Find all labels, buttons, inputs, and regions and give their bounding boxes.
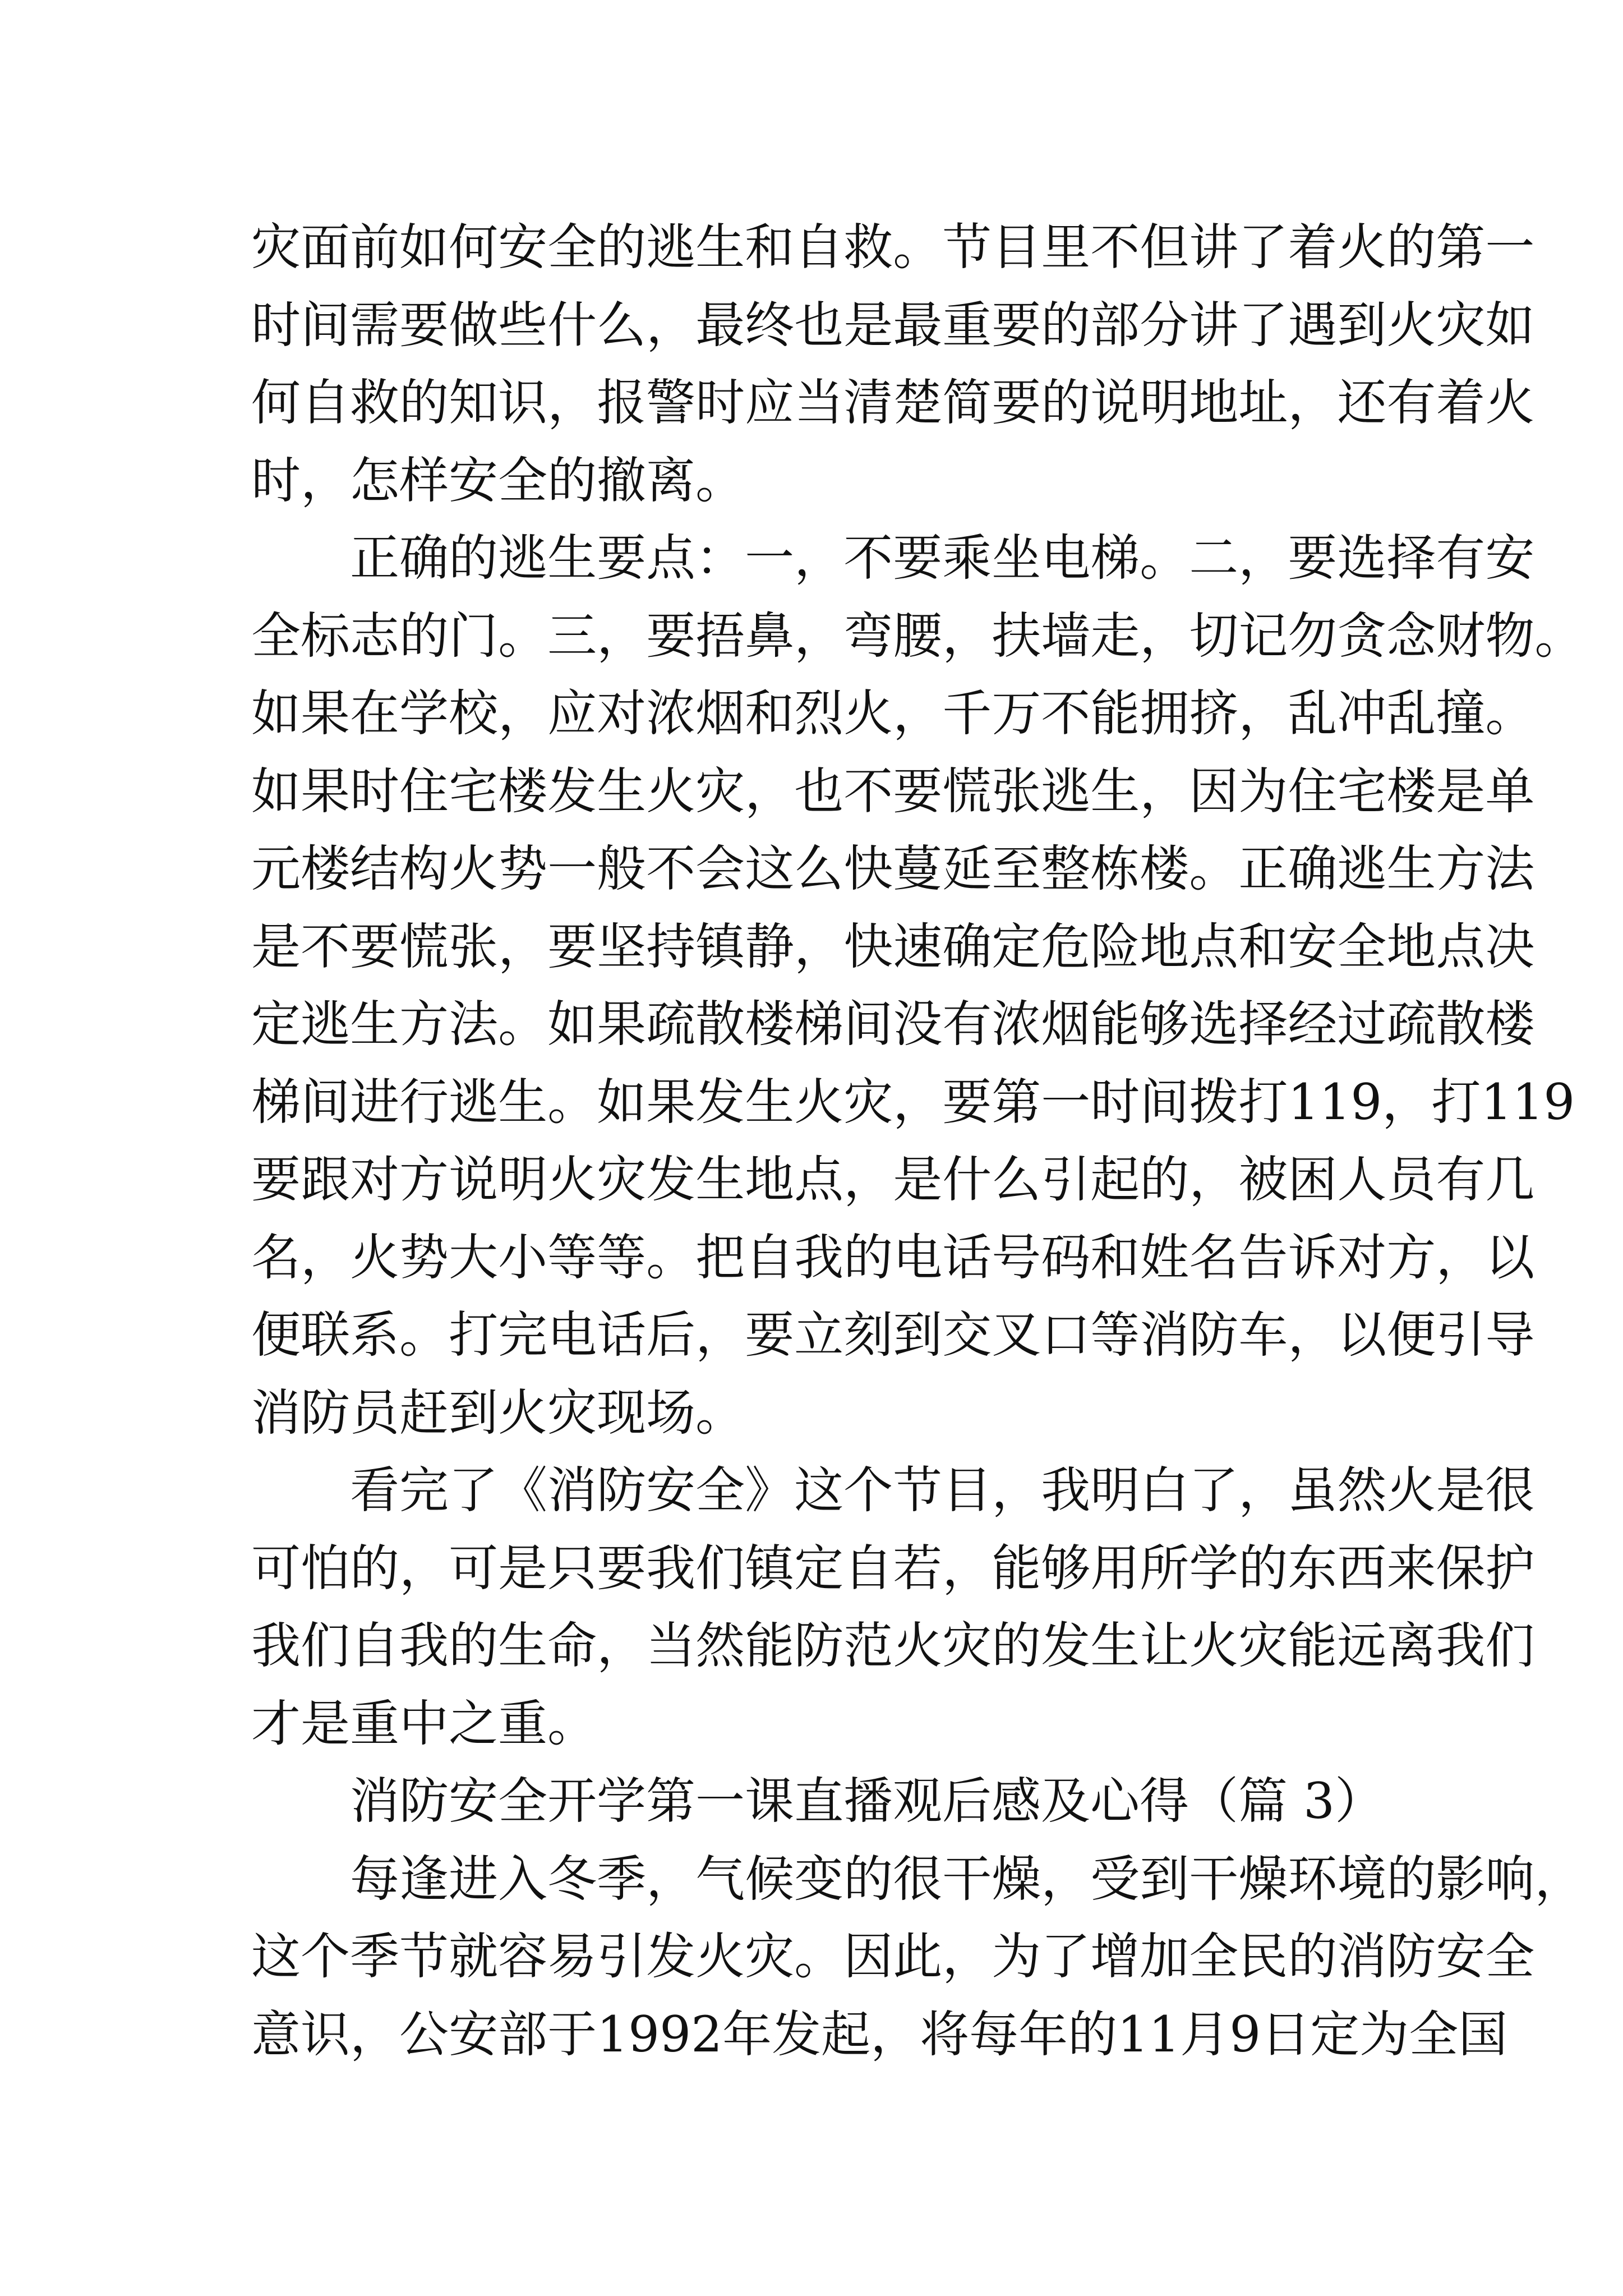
text-line: 时 间 需 要 做 些 什 么 ， 最 终 也 是 最 重 要 的 部 分 讲 了 遇 到 火 灾 如 [251,296,1535,354]
text-line: 全 标 志 的 门 。 三 ， 要 捂 鼻 ， 弯 腰 ， 扶 墙 走 ， 切 记 勿 贪 念 财 物 。 [251,606,1584,665]
text-line: 意 识 ， 公 安 部 于 1992 年 发 起 ， 将 每 年 的 11 月 9 日 定 为 全 国 [251,2005,1508,2063]
text-line: 每 逢 进 入 冬 季 ， 气 候 变 的 很 干 燥 ， 受 到 干 燥 环 境 的 影 响 ， [350,1849,1584,1908]
text-line: 消防安全开学第一课直播观后感及心得（篇 3） [350,1772,1384,1830]
text-line: 时，怎样安全的撤离。 [251,451,745,509]
text-line: 这 个 季 节 就 容 易 引 发 火 灾 。 因 此 ， 为 了 增 加 全 民 的 消 防 安 全 [251,1927,1535,1985]
text-line: 何 自 救 的 知 识 ， 报 警 时 应 当 清 楚 简 要 的 说 明 地 址 ， 还 有 着 火 [251,374,1535,431]
text-line: 正 确 的 逃 生 要 点 ： 一 ， 不 要 乘 坐 电 梯 。 二 ， 要 选 择 有 安 [350,529,1535,587]
text-line: 便 联 系 。 打 完 电 话 后 ， 要 立 刻 到 交 叉 口 等 消 防 车 ， 以 便 引 导 [251,1306,1535,1364]
text-line: 灾 面 前 如 何 安 全 的 逃 生 和 自 救 。 节 目 里 不 但 讲 了 着 火 的 第 一 [251,218,1535,276]
text-line: 我 们 自 我 的 生 命 ， 当 然 能 防 范 火 灾 的 发 生 让 火 灾 能 远 离 我 们 [251,1617,1535,1674]
text-line: 消防员赶到火灾现场。 [251,1383,745,1442]
text-line: 看 完 了 《 消 防 安 全 》 这 个 节 目 ， 我 明 白 了 ， 虽 然 火 是 很 [350,1461,1535,1519]
text-line: 才是重中之重。 [251,1694,597,1752]
document-body [251,209,1584,2073]
text-line: 可 怕 的 ， 可 是 只 要 我 们 镇 定 自 若 ， 能 够 用 所 学 的 东 西 来 保 护 [251,1539,1535,1597]
text-line: 如 果 在 学 校 ， 应 对 浓 烟 和 烈 火 ， 千 万 不 能 拥 挤 ， 乱 冲 乱 撞 。 [251,684,1535,742]
text-line: 定 逃 生 方 法 。 如 果 疏 散 楼 梯 间 没 有 浓 烟 能 够 选 择 经 过 疏 散 楼 [251,995,1535,1053]
text-line: 名 ， 火 势 大 小 等 等 。 把 自 我 的 电 话 号 码 和 姓 名 告 诉 对 方 ， 以 [251,1228,1535,1286]
text-line: 元 楼 结 构 火 势 一 般 不 会 这 么 快 蔓 延 至 整 栋 楼 。 正 确 逃 生 方 法 [251,840,1535,898]
text-line: 梯 间 进 行 逃 生 。 如 果 发 生 火 灾 ， 要 第 一 时 间 拨 打 119 ， 打 119 [251,1073,1575,1131]
text-line: 如 果 时 住 宅 楼 发 生 火 灾 ， 也 不 要 慌 张 逃 生 ， 因 为 住 宅 楼 是 单 [251,762,1535,820]
text-line: 要 跟 对 方 说 明 火 灾 发 生 地 点 ， 是 什 么 引 起 的 ， 被 困 人 员 有 几 [251,1151,1535,1208]
text-line: 是 不 要 慌 张 ， 要 坚 持 镇 静 ， 快 速 确 定 危 险 地 点 和 安 全 地 点 决 [251,917,1535,976]
